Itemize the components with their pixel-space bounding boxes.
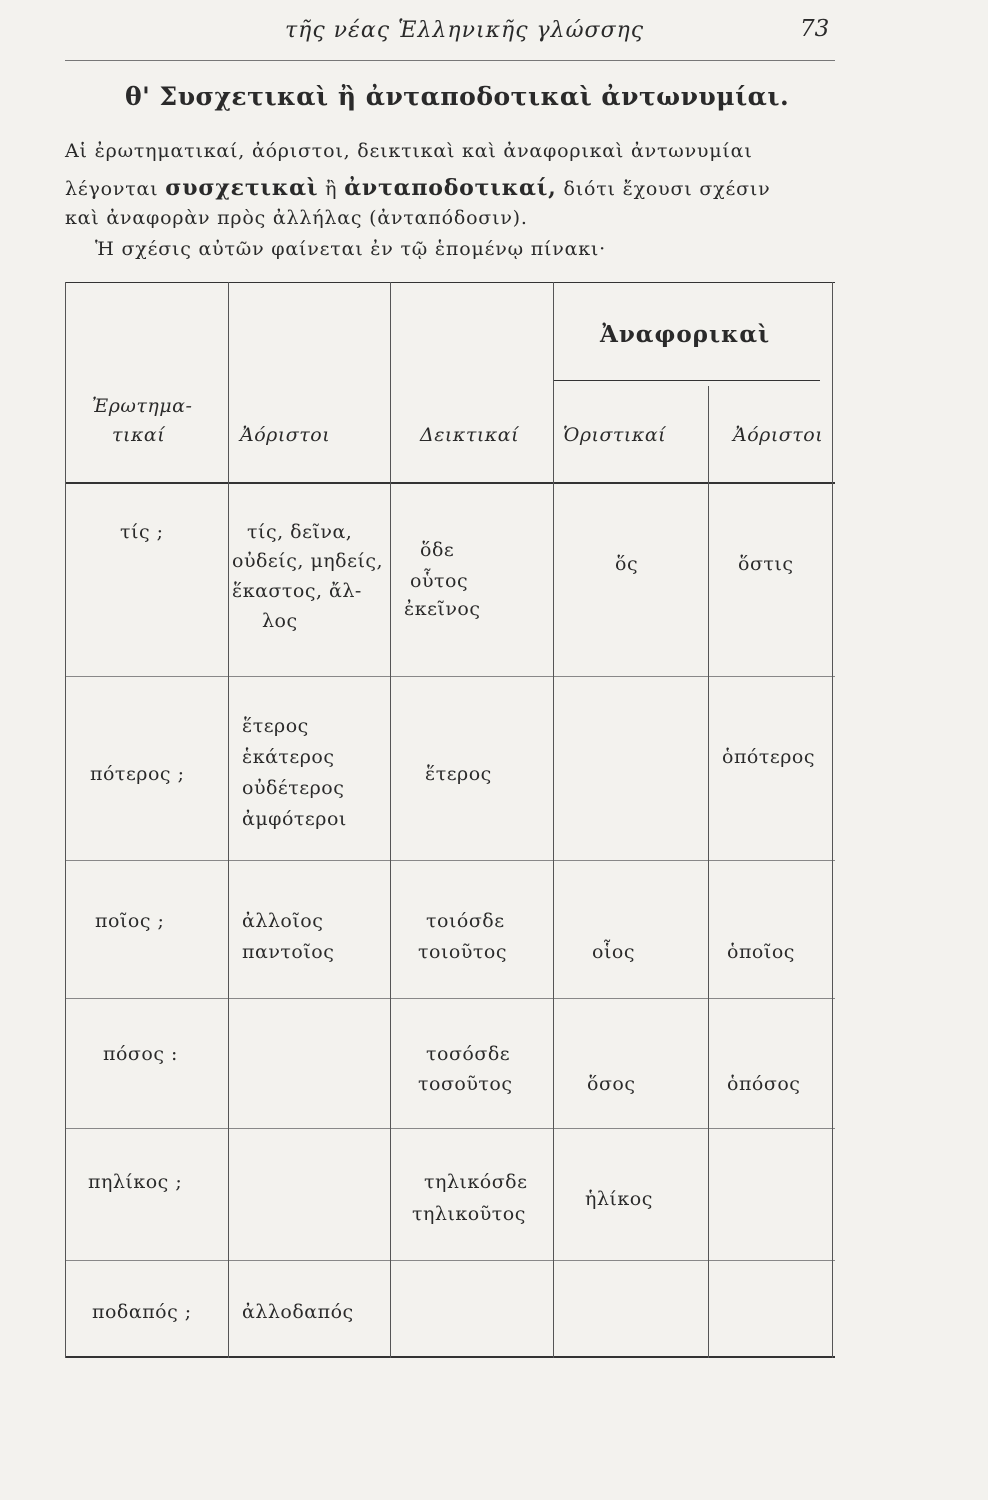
table-cell-indefinite: λος xyxy=(262,610,298,632)
table-cell-interrogative: ποῖος ; xyxy=(95,910,165,932)
table-cell-demonstrative: ὅδε xyxy=(420,539,455,561)
table-cell-indefinite-relative: ὁποῖος xyxy=(727,941,795,963)
col-header-interrogative: Ἐρωτημα- xyxy=(92,395,193,417)
paragraph-text: λέγονται xyxy=(65,178,159,200)
col-header-demonstrative: Δεικτικαί xyxy=(420,424,520,446)
table-cell-indefinite-relative: ὅστις xyxy=(738,553,794,575)
bold-term: συσχετικαὶ xyxy=(165,175,319,201)
group-header-relative: Ἀναφορικαὶ xyxy=(600,321,771,348)
section-title: θ' Συσχετικαὶ ἢ ἀνταποδοτικαὶ ἀντωνυμίαι. xyxy=(125,82,790,111)
table-cell-demonstrative: ἐκεῖνος xyxy=(404,598,481,620)
paragraph-line-3: καὶ ἀναφορὰν πρὸς ἀλλήλας (ἀνταπόδοσιν). xyxy=(65,207,528,229)
bold-term: ἀνταποδοτικαί, xyxy=(344,175,557,201)
table-cell-demonstrative: τηλικόσδε xyxy=(424,1171,528,1193)
column-rule xyxy=(228,282,229,1358)
table-cell-indefinite: ἕκαστος, ἄλ- xyxy=(232,580,362,602)
col-header-indefinite: Ἀόριστοι xyxy=(240,424,331,446)
table-cell-demonstrative: τοσοῦτος xyxy=(418,1073,513,1095)
table-cell-interrogative: πόσος : xyxy=(103,1043,178,1065)
table-cell-definite: ὅς xyxy=(615,553,639,575)
table-bottom-rule xyxy=(65,1356,835,1358)
paragraph-line-4: Ἡ σχέσις αὐτῶν φαίνεται ἐν τῷ ἑπομένῳ πίνακι· xyxy=(95,238,607,260)
table-cell-indefinite: ἀλλοδαπός xyxy=(242,1301,354,1323)
row-divider xyxy=(65,676,835,677)
table-cell-interrogative: πηλίκος ; xyxy=(88,1171,183,1193)
table-cell-demonstrative: ἕτερος xyxy=(425,763,492,785)
group-header-rule xyxy=(553,380,820,381)
table-cell-indefinite-relative: ὁπότερος xyxy=(722,746,815,768)
row-divider xyxy=(65,1260,835,1261)
table-cell-indefinite: ἀμφότεροι xyxy=(242,808,347,830)
col-header-definite: Ὁριστικαί xyxy=(563,424,667,446)
row-divider xyxy=(65,860,835,861)
paragraph-line-1: Αἱ ἐρωτηματικαί, ἀόριστοι, δεικτικαὶ καὶ ἀναφορικαὶ ἀντωνυμίαι xyxy=(65,140,753,162)
column-rule xyxy=(390,282,391,1358)
table-cell-definite: οἷος xyxy=(592,941,635,963)
paragraph-text: διότι ἔχουσι σχέσιν xyxy=(563,178,771,200)
table-cell-indefinite: τίς, δεῖνα, xyxy=(247,521,353,543)
table-cell-demonstrative: τηλικοῦτος xyxy=(412,1203,526,1225)
table-cell-indefinite: ἕτερος xyxy=(242,715,309,737)
table-top-rule xyxy=(65,282,835,283)
header-bottom-rule xyxy=(65,482,835,484)
table-cell-interrogative: τίς ; xyxy=(120,521,164,543)
paragraph-line-2 xyxy=(65,175,845,201)
row-divider xyxy=(65,998,835,999)
paragraph-text: ἢ xyxy=(325,178,338,200)
page-header xyxy=(0,10,988,54)
table-cell-interrogative: πότερος ; xyxy=(90,763,185,785)
table-cell-indefinite: οὐδείς, μηδείς, xyxy=(232,550,384,572)
table-cell-indefinite: ἀλλοῖος xyxy=(242,910,324,932)
column-rule xyxy=(553,282,554,1358)
table-cell-indefinite: παντοῖος xyxy=(242,941,335,963)
table-cell-indefinite: ἑκάτερος xyxy=(242,746,335,768)
table-cell-definite: ἡλίκος xyxy=(585,1188,653,1210)
table-cell-demonstrative: τοσόσδε xyxy=(426,1043,511,1065)
table-cell-demonstrative: οὗτος xyxy=(410,570,469,592)
page-number: 73 xyxy=(800,16,830,42)
table-left-rule xyxy=(65,282,66,1358)
table-cell-definite: ὅσος xyxy=(587,1073,636,1095)
table-cell-indefinite: οὐδέτερος xyxy=(242,777,345,799)
table-cell-interrogative: ποδαπός ; xyxy=(92,1301,192,1323)
header-rule xyxy=(65,60,835,61)
table-cell-demonstrative: τοιοῦτος xyxy=(418,941,507,963)
row-divider xyxy=(65,1128,835,1129)
table-cell-indefinite-relative: ὁπόσος xyxy=(727,1073,801,1095)
running-title: τῆς νέας Ἑλληνικῆς γλώσσης xyxy=(285,18,645,43)
column-rule xyxy=(708,386,709,1358)
col-header-indefinite-relative: Ἀόριστοι xyxy=(733,424,824,446)
table-cell-demonstrative: τοιόσδε xyxy=(426,910,505,932)
col-header-interrogative: τικαί xyxy=(112,424,166,446)
table-right-rule xyxy=(832,282,833,1358)
